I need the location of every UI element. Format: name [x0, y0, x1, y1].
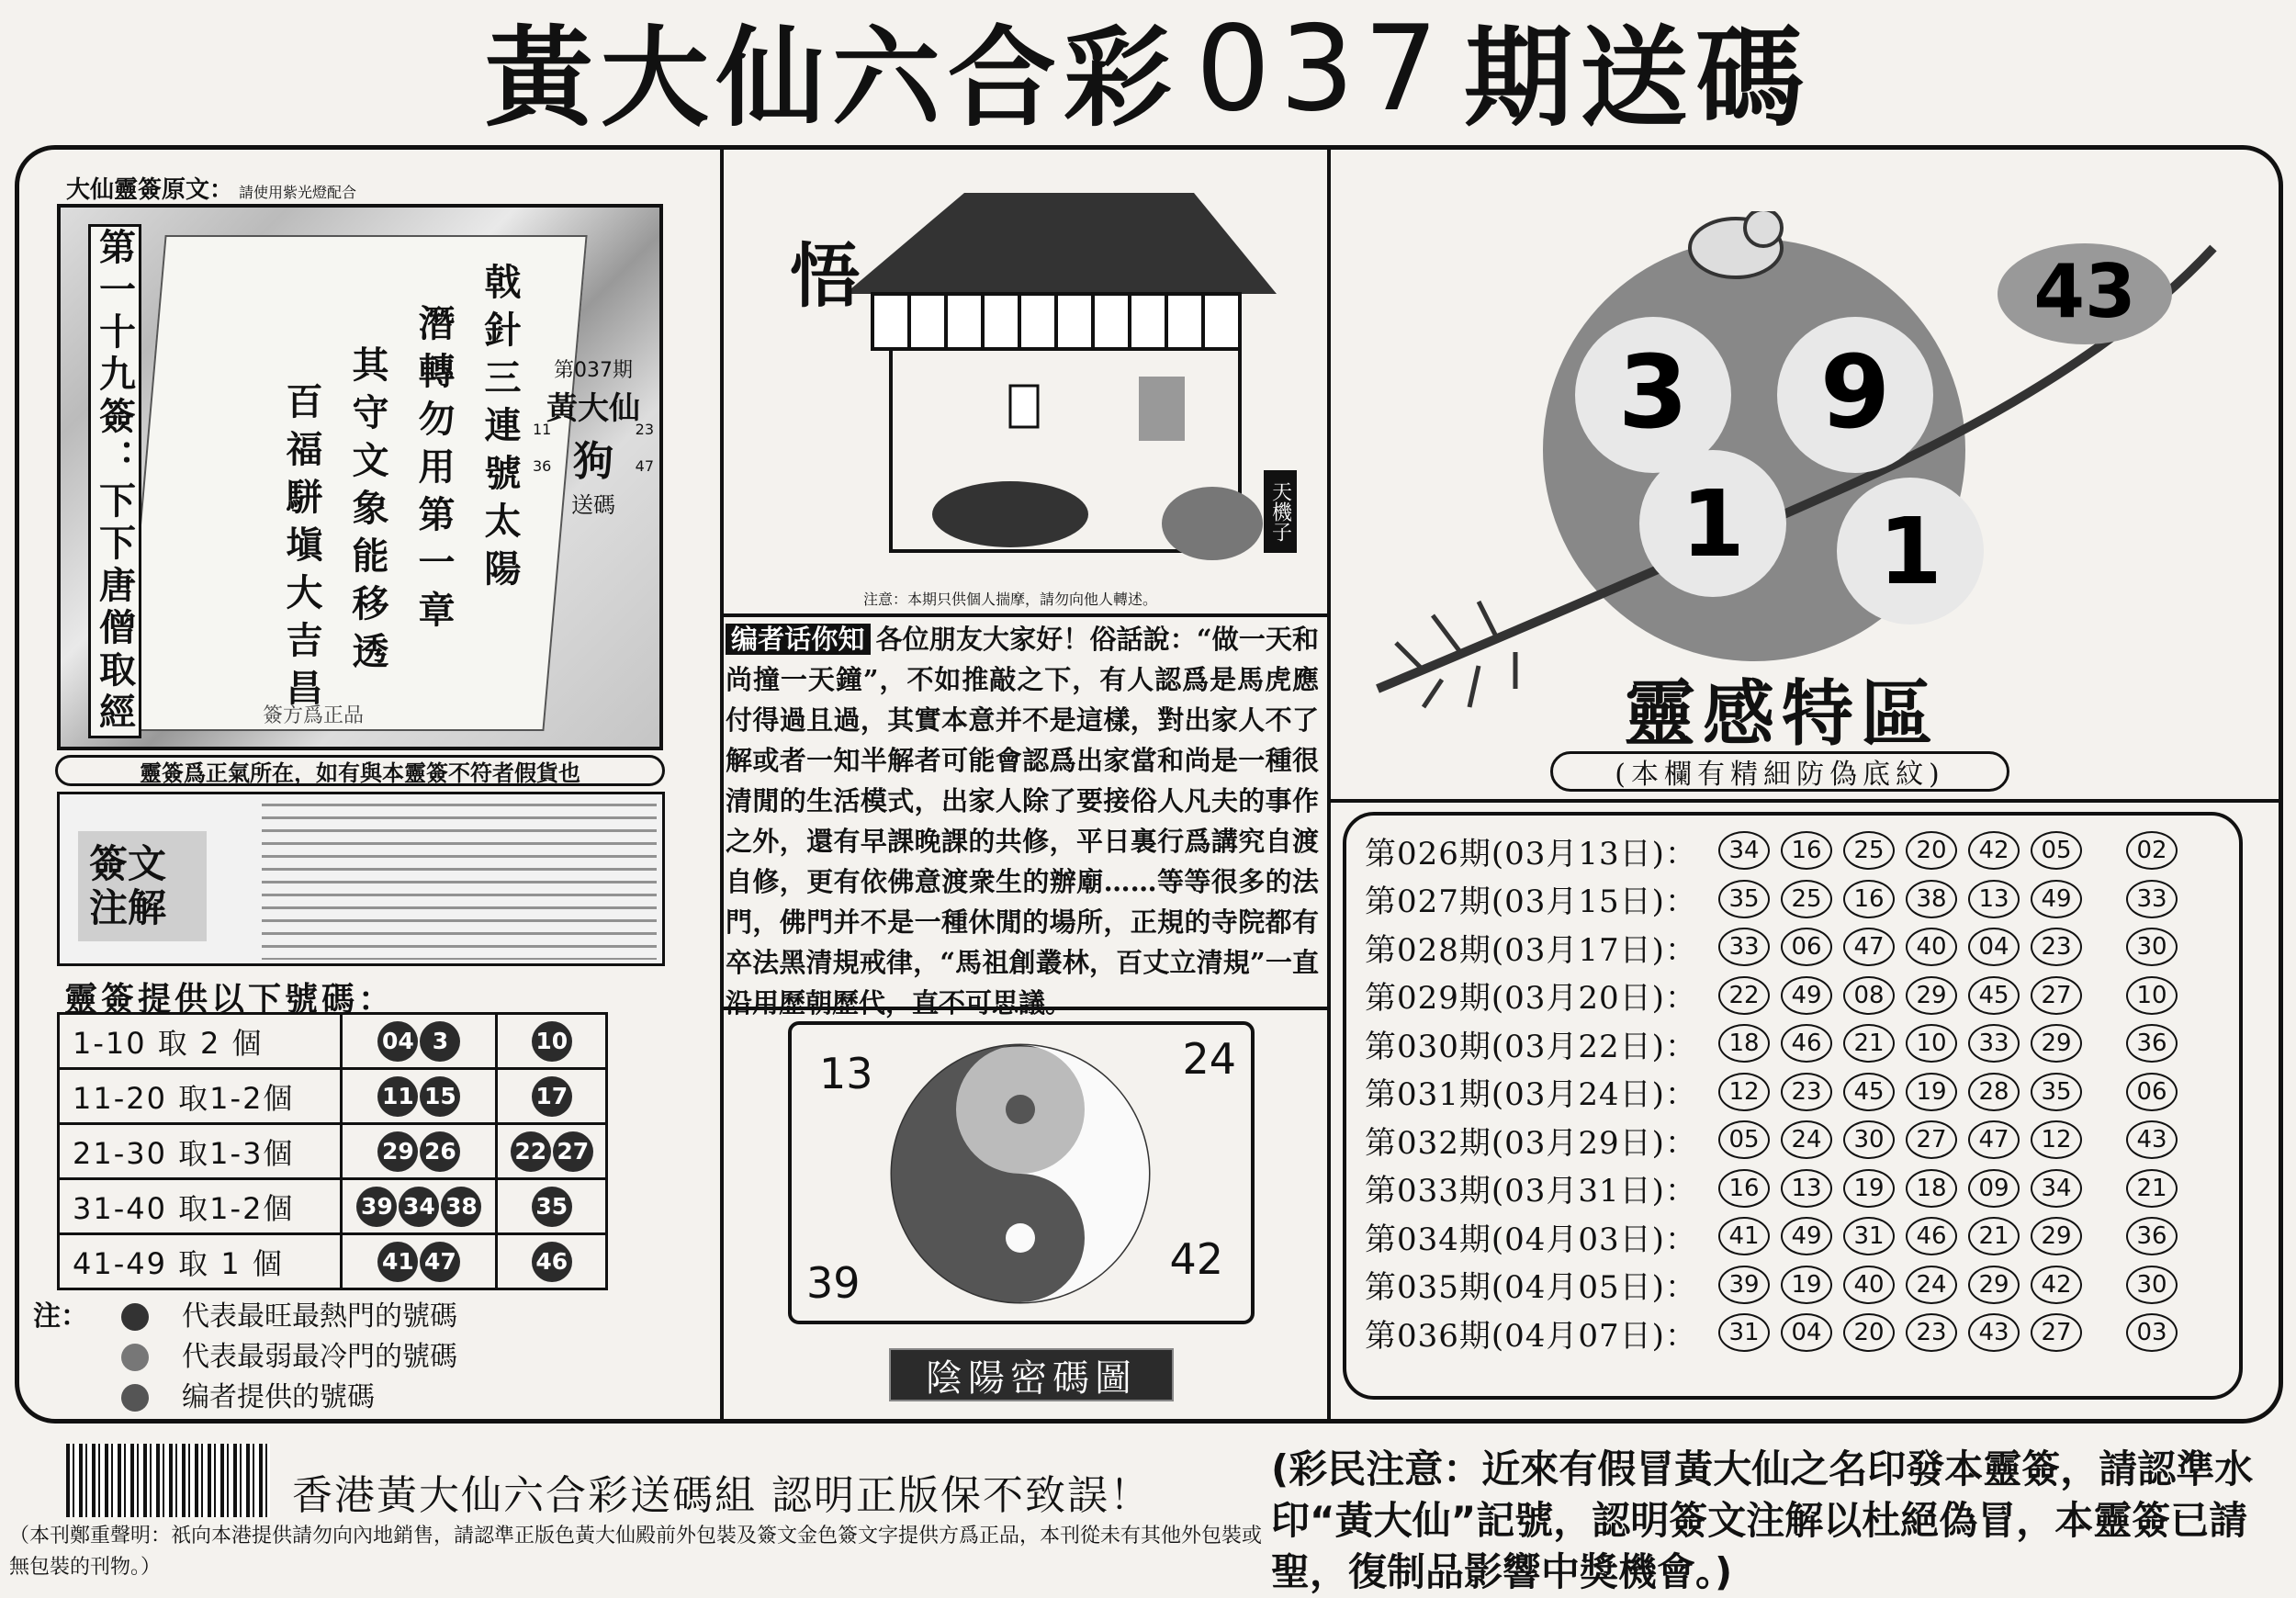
history-special-number: 06 — [2126, 1073, 2178, 1111]
history-number: 05 — [2031, 831, 2082, 870]
history-row — [1365, 972, 2221, 1020]
legend-editor-text: 编者提供的號碼 — [182, 1381, 375, 1413]
hot-numbers — [342, 1234, 497, 1289]
history-number: 09 — [1968, 1169, 2020, 1208]
history-special-number: 36 — [2126, 1024, 2178, 1063]
history-numbers — [1718, 1073, 2082, 1111]
history-numbers — [1718, 1169, 2082, 1208]
number-range: 21-30 取1-3個 — [59, 1124, 342, 1179]
history-special-number: 02 — [2126, 831, 2178, 870]
history-number: 29 — [2031, 1024, 2082, 1063]
history-number: 12 — [2031, 1120, 2082, 1159]
history-number: 23 — [1781, 1073, 1832, 1111]
number-ball: 22 — [511, 1131, 551, 1172]
title-issue: 037 — [1195, 0, 1448, 138]
history-number: 12 — [1718, 1073, 1770, 1111]
history-number: 24 — [1781, 1120, 1832, 1159]
history-number: 42 — [1968, 831, 2020, 870]
history-number: 22 — [1718, 976, 1770, 1015]
editor-numbers — [497, 1179, 607, 1234]
divider-right-mid — [1329, 799, 2280, 803]
truth-note: 靈簽爲正氣所在，如有與本靈簽不符者假貨也 — [55, 755, 665, 786]
history-number: 27 — [2031, 976, 2082, 1015]
number-row — [59, 1124, 607, 1179]
history-row — [1365, 1165, 2221, 1213]
hot-numbers — [342, 1069, 497, 1124]
history-special-number: 30 — [2126, 928, 2178, 966]
history-number: 16 — [1781, 831, 1832, 870]
history-numbers — [1718, 1120, 2082, 1159]
special-ball-1: 3 — [1617, 333, 1689, 451]
oracle-heading: 大仙靈簽原文： 請使用紫光燈配合 — [66, 176, 357, 204]
history-row — [1365, 875, 2221, 924]
yinyang-symbol — [878, 1036, 1163, 1311]
history-row — [1365, 1212, 2221, 1261]
history-row — [1365, 827, 2221, 875]
history-number: 19 — [1906, 1073, 1957, 1111]
history-issue-label: 第035期(04月05日)： — [1365, 1269, 1697, 1307]
number-ball: 46 — [532, 1242, 572, 1282]
number-ball: 34 — [399, 1187, 439, 1227]
editor-tag: 编者话你知 — [726, 624, 871, 655]
history-number: 45 — [1843, 1073, 1895, 1111]
history-number: 40 — [1843, 1266, 1895, 1304]
history-number: 20 — [1843, 1313, 1895, 1352]
history-number: 49 — [1781, 1217, 1832, 1255]
history-issue-label: 第028期(03月17日)： — [1365, 931, 1697, 969]
number-range: 1-10 取 2 個 — [59, 1014, 342, 1069]
history-special-number: 30 — [2126, 1266, 2178, 1304]
history-number: 35 — [2031, 1073, 2082, 1111]
history-number: 49 — [2031, 880, 2082, 918]
middle-note: 注意：本期只供個人揣摩，請勿向他人轉述。 — [863, 591, 1158, 608]
history-number: 18 — [1906, 1169, 1957, 1208]
poem-col-4: 百福駢塡大吉昌 — [280, 382, 323, 716]
editor-numbers — [497, 1124, 607, 1179]
history-number: 27 — [1906, 1120, 1957, 1159]
history-number: 34 — [1718, 831, 1770, 870]
number-row — [59, 1014, 607, 1069]
number-range: 31-40 取1-2個 — [59, 1179, 342, 1234]
number-ball: 41 — [377, 1242, 418, 1282]
yinyang-bottom-right: 42 — [1169, 1234, 1223, 1284]
history-row — [1365, 1116, 2221, 1165]
number-row — [59, 1179, 607, 1234]
history-row — [1365, 1309, 2221, 1357]
history-number: 34 — [2031, 1169, 2082, 1208]
explanation-panel — [57, 792, 665, 966]
tianji-label: 天機子 — [1264, 470, 1297, 553]
history-number: 42 — [2031, 1266, 2082, 1304]
legend-cold-dot — [121, 1344, 149, 1371]
dog-stamp: 第037期 黃大仙 狗 送碼 11 23 36 47 — [533, 359, 654, 518]
number-table — [57, 1012, 608, 1290]
oracle-stamp: 簽方爲正品 — [263, 704, 365, 727]
history-issue-label: 第029期(03月20日)： — [1365, 980, 1697, 1018]
page-title — [0, 0, 2296, 141]
oracle-image — [57, 204, 663, 750]
legend — [33, 1297, 457, 1418]
legend-label: 注： — [33, 1300, 88, 1333]
history-number: 47 — [1968, 1120, 2020, 1159]
history-row — [1365, 923, 2221, 972]
history-issue-label: 第036期(04月07日)： — [1365, 1317, 1697, 1355]
history-issue-label: 第032期(03月29日)： — [1365, 1124, 1697, 1162]
history-number: 16 — [1843, 880, 1895, 918]
history-number: 25 — [1843, 831, 1895, 870]
history-number: 46 — [1906, 1217, 1957, 1255]
history-number: 29 — [1906, 976, 1957, 1015]
history-number: 29 — [2031, 1217, 2082, 1255]
history-special-number: 33 — [2126, 880, 2178, 918]
number-range: 11-20 取1-2個 — [59, 1069, 342, 1124]
history-issue-label: 第030期(03月22日)： — [1365, 1028, 1697, 1065]
title-suffix: 期送碼 — [1464, 14, 1812, 141]
history-panel — [1343, 812, 2243, 1400]
history-number: 49 — [1781, 976, 1832, 1015]
history-number: 10 — [1906, 1024, 1957, 1063]
history-special-number: 21 — [2126, 1169, 2178, 1208]
poem-col-1: 戟針三連號太陽 — [478, 263, 522, 597]
divider-left — [720, 147, 724, 1424]
history-number: 21 — [1843, 1024, 1895, 1063]
special-title: 靈感特區 — [1623, 673, 1940, 756]
history-numbers — [1718, 1024, 2082, 1063]
barcode — [66, 1444, 270, 1517]
editor-numbers — [497, 1069, 607, 1124]
number-ball: 04 — [377, 1021, 418, 1062]
history-issue-label: 第031期(03月24日)： — [1365, 1076, 1697, 1114]
number-ball: 3 — [420, 1021, 460, 1062]
number-ball: 17 — [532, 1076, 572, 1117]
history-number: 04 — [1781, 1313, 1832, 1352]
poem-col-3: 其守文象能移透 — [346, 345, 389, 680]
history-numbers — [1718, 1266, 2082, 1304]
number-row — [59, 1234, 607, 1289]
history-numbers — [1718, 1313, 2082, 1352]
history-number: 04 — [1968, 928, 2020, 966]
history-number: 43 — [1968, 1313, 2020, 1352]
history-number: 46 — [1781, 1024, 1832, 1063]
history-number: 16 — [1718, 1169, 1770, 1208]
history-issue-label: 第026期(03月13日)： — [1365, 835, 1697, 872]
hot-numbers — [342, 1179, 497, 1234]
divider-mid-top — [722, 613, 1328, 617]
history-special-number: 10 — [2126, 976, 2178, 1015]
hot-numbers — [342, 1124, 497, 1179]
history-number: 19 — [1781, 1266, 1832, 1304]
special-ball-3: 1 — [1681, 470, 1745, 578]
history-issue-label: 第027期(03月15日)： — [1365, 883, 1697, 921]
history-issue-label: 第033期(03月31日)： — [1365, 1173, 1697, 1210]
explanation-title: 簽文注解 — [78, 831, 207, 941]
wu-character: 悟 — [790, 235, 860, 317]
history-special-number: 43 — [2126, 1120, 2178, 1159]
history-number: 41 — [1718, 1217, 1770, 1255]
history-number: 35 — [1718, 880, 1770, 918]
history-number: 27 — [2031, 1313, 2082, 1352]
number-row — [59, 1069, 607, 1124]
divider-right — [1327, 147, 1331, 1424]
history-special-number: 36 — [2126, 1217, 2178, 1255]
yinyang-label: 陰陽密碼圖 — [889, 1348, 1174, 1401]
history-number: 24 — [1906, 1266, 1957, 1304]
history-issue-label: 第034期(04月03日)： — [1365, 1221, 1697, 1258]
number-ball: 47 — [420, 1242, 460, 1282]
history-numbers — [1718, 976, 2082, 1015]
number-range: 41-49 取 1 個 — [59, 1234, 342, 1289]
history-numbers — [1718, 928, 2082, 966]
explanation-text-block — [262, 804, 657, 960]
legend-hot-dot — [121, 1303, 149, 1331]
history-number: 21 — [1968, 1217, 2020, 1255]
history-numbers — [1718, 880, 2082, 918]
yinyang-box — [788, 1021, 1255, 1324]
history-row — [1365, 1261, 2221, 1310]
history-special-number: 03 — [2126, 1313, 2178, 1352]
history-number: 39 — [1718, 1266, 1770, 1304]
slogan: 香港黃大仙六合彩送碼組 認明正版保不致誤！ — [292, 1472, 1152, 1519]
number-ball: 38 — [441, 1187, 481, 1227]
history-number: 23 — [1906, 1313, 1957, 1352]
number-ball: 29 — [377, 1131, 418, 1172]
hot-numbers — [342, 1014, 497, 1069]
history-number: 19 — [1843, 1169, 1895, 1208]
history-number: 31 — [1843, 1217, 1895, 1255]
history-number: 13 — [1781, 1169, 1832, 1208]
editor-text: 各位朋友大家好！俗話說：“做一天和尚撞一天鐘”，不如推敲之下，有人認爲是馬虎應付得過且過，其實本意并不是這樣，對出家人不了解或者一知半解者可能會認爲出家當和尚是一種很清閒的生活模式，出家人除了要接俗人凡夫的事作之外，還有早課晚課的共修，平日裏行爲講究自渡自修，更有依佛意渡衆生的辦廟……等等很多的法門，佛門并不是一種休閒的場所，正規的寺院都有卒法黑清規戒律，“馬祖創叢林，百丈立清規”一直沿用歷朝歷代，直不可思議。 — [726, 624, 1319, 1018]
history-number: 06 — [1781, 928, 1832, 966]
history-number: 33 — [1718, 928, 1770, 966]
history-number: 18 — [1718, 1024, 1770, 1063]
history-number: 05 — [1718, 1120, 1770, 1159]
history-number: 29 — [1968, 1266, 2020, 1304]
title-text: 黃大仙六合彩 — [484, 14, 1179, 141]
number-ball: 39 — [356, 1187, 397, 1227]
history-number: 47 — [1843, 928, 1895, 966]
number-ball: 27 — [553, 1131, 593, 1172]
legend-editor-dot — [121, 1384, 149, 1412]
lottery-notice: (彩民注意：近來有假冒黃大仙之名印發本靈簽，請認準水印“黃大仙”記號，認明簽文注解以杜絕偽冒，本靈簽已請聖，復制品影響中獎機會。) — [1271, 1446, 2254, 1594]
history-numbers — [1718, 831, 2082, 870]
editor-column — [726, 619, 1319, 1018]
number-ball: 11 — [377, 1076, 418, 1117]
special-subtitle: (本欄有精細防偽底紋) — [1550, 751, 2009, 792]
number-ball: 26 — [420, 1131, 460, 1172]
history-number: 31 — [1718, 1313, 1770, 1352]
legend-cold-text: 代表最弱最冷門的號碼 — [182, 1341, 457, 1373]
special-ball-5: 43 — [2033, 249, 2136, 334]
number-ball: 15 — [420, 1076, 460, 1117]
history-number: 25 — [1781, 880, 1832, 918]
footer-warning: （本刊鄭重聲明：祇向本港提供請勿向內地銷售，請認準正版色黃大仙殿前外包裝及簽文金色簽文字提供方爲正品，本刊從未有其他外包裝或無包裝的刊物。） — [9, 1525, 1263, 1579]
yinyang-top-left: 13 — [819, 1049, 873, 1098]
editor-numbers — [497, 1014, 607, 1069]
special-ball-4: 1 — [1878, 498, 1942, 605]
yinyang-top-right: 24 — [1182, 1034, 1236, 1084]
poem-col-2: 潛轉勿用第一章 — [412, 304, 456, 638]
history-number: 38 — [1906, 880, 1957, 918]
editor-numbers — [497, 1234, 607, 1289]
history-number: 08 — [1843, 976, 1895, 1015]
history-row — [1365, 1019, 2221, 1068]
history-number: 40 — [1906, 928, 1957, 966]
history-number: 45 — [1968, 976, 2020, 1015]
special-ball-2: 9 — [1819, 333, 1891, 451]
oracle-sign-number: 第一十九簽：下下唐僧取經 — [88, 224, 141, 738]
history-number: 28 — [1968, 1073, 2020, 1111]
number-ball: 10 — [532, 1021, 572, 1062]
provide-title: 靈簽提供以下號碼： — [64, 980, 396, 1018]
history-number: 33 — [1968, 1024, 2020, 1063]
history-row — [1365, 1068, 2221, 1117]
history-number: 23 — [2031, 928, 2082, 966]
history-number: 13 — [1968, 880, 2020, 918]
history-number: 20 — [1906, 831, 1957, 870]
legend-hot-text: 代表最旺最熱門的號碼 — [182, 1300, 457, 1333]
history-number: 30 — [1843, 1120, 1895, 1159]
history-numbers — [1718, 1217, 2082, 1255]
number-ball: 35 — [532, 1187, 572, 1227]
yinyang-bottom-left: 39 — [806, 1258, 861, 1308]
